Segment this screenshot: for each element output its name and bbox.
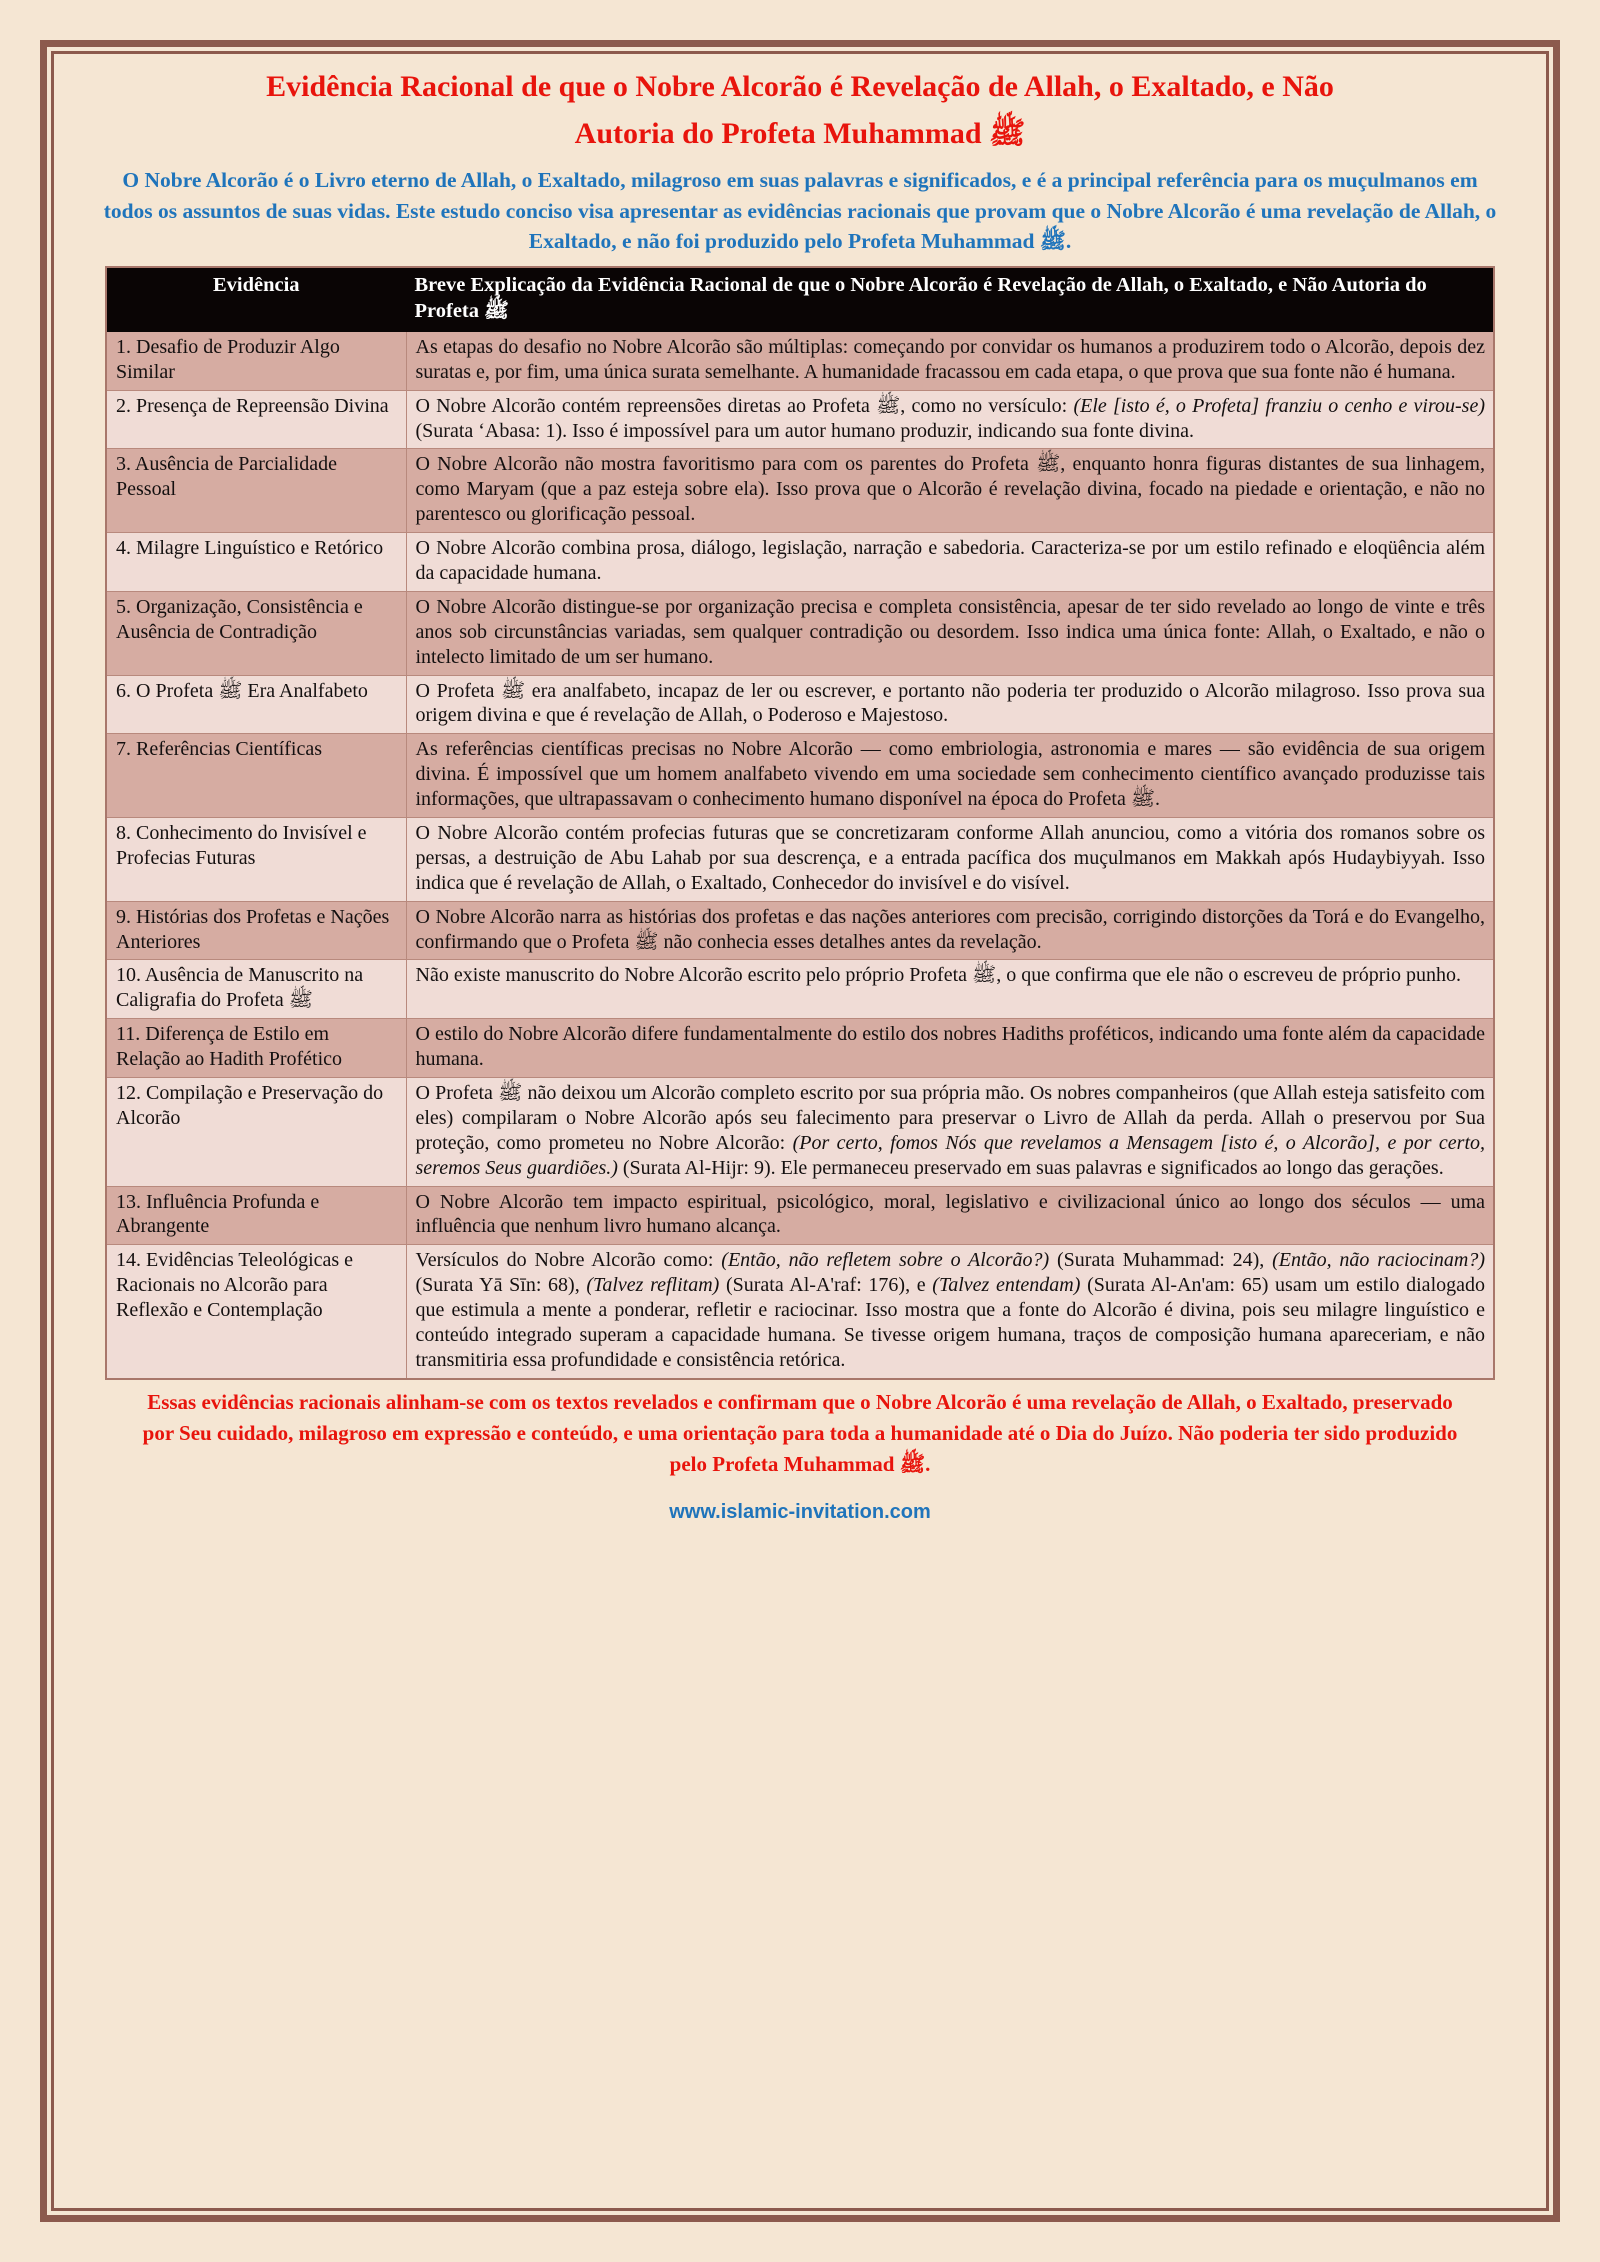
table-row	[106, 675, 1494, 734]
table-row	[106, 449, 1494, 533]
evidence-title: 13. Influência Profunda e Abrangente	[106, 1186, 406, 1245]
evidence-explanation: O Nobre Alcorão narra as histórias dos profetas e das nações anteriores com precisão, corrigindo distorções da Torá e do Evangelho, confirmando que o Profeta ﷺ não conhecia esses detalhes antes da revelação.	[406, 901, 1494, 960]
evidence-explanation	[406, 390, 1494, 449]
page-title	[74, 64, 1526, 157]
text-segment: Versículos do Nobre Alcorão como:	[415, 1249, 722, 1272]
table-row	[106, 533, 1494, 592]
evidence-title: 6. O Profeta ﷺ Era Analfabeto	[106, 675, 406, 734]
evidence-explanation: O Nobre Alcorão tem impacto espiritual, psicológico, moral, legislativo e civilizacional único ao longo dos séculos — uma influência que nenhum livro humano alcança.	[406, 1186, 1494, 1245]
evidence-table-body	[106, 331, 1494, 1378]
text-segment: (Surata Muhammad: 24),	[1049, 1249, 1273, 1272]
text-segment: (Surata ‘Abasa: 1). Isso é impossível para um autor humano produzir, indicando sua fonte divina.	[415, 419, 1194, 442]
evidence-explanation: O estilo do Nobre Alcorão difere fundamentalmente do estilo dos nobres Hadiths proféticos, indicando uma fonte além da capacidade humana.	[406, 1019, 1494, 1078]
conclusion-paragraph: Essas evidências racionais alinham-se com os textos revelados e confirmam que o Nobre Alcorão é uma revelação de Allah, o Exaltado, preservado por Seu cuidado, milagroso em expressão e conteúdo, e uma orientação para toda a humanidade até o Dia do Juízo. Não poderia ter sido produzido pelo Profeta Muhammad ﷺ.	[142, 1389, 1458, 1476]
evidence-explanation: As referências científicas precisas no Nobre Alcorão — como embriologia, astronomia e mares — são evidência de sua origem divina. É impossível que um homem analfabeto vivendo em uma sociedade sem conhecimento científico avançado produzisse tais informações, que ultrapassavam o conhecimento humano disponível na época do Profeta ﷺ.	[406, 734, 1494, 818]
intro-paragraph: O Nobre Alcorão é o Livro eterno de Allah, o Exaltado, milagroso em suas palavras e significados, e é a principal referência para os muçulmanos em todos os assuntos de suas vidas. Este estudo conciso visa apresentar as evidências racionais que provam que o Nobre Alcorão é uma revelação de Allah, o Exaltado, e não foi produzido pelo Profeta Muhammad ﷺ.	[103, 168, 1497, 254]
evidence-explanation: O Nobre Alcorão não mostra favoritismo para com os parentes do Profeta ﷺ, enquanto honra figuras distantes de sua linhagem, como Maryam (que a paz esteja sobre ela). Isso prova que o Alcorão é revelação divina, focado na piedade e orientação, e não no parentesco ou glorificação pessoal.	[406, 449, 1494, 533]
evidence-title: 14. Evidências Teleológicas e Racionais no Alcorão para Reflexão e Contemplação	[106, 1245, 406, 1379]
text-segment: O Nobre Alcorão contém repreensões diretas ao Profeta ﷺ, como no versículo:	[415, 394, 1074, 417]
text-segment: (Surata Al-Hijr: 9). Ele permaneceu preservado em suas palavras e significados ao longo das gerações.	[617, 1156, 1444, 1179]
evidence-title: 1. Desafio de Produzir Algo Similar	[106, 331, 406, 390]
evidence-title: 10. Ausência de Manuscrito na Caligrafia do Profeta ﷺ	[106, 960, 406, 1019]
evidence-explanation: O Nobre Alcorão combina prosa, diálogo, legislação, narração e sabedoria. Caracteriza-se por um estilo refinado e eloqüência além da capacidade humana.	[406, 533, 1494, 592]
quran-verse-quote: (Por certo, fomos Nós que revelamos a Mensagem [isto é, o Alcorão], e por certo, seremos Seus guardiões.)	[415, 1131, 1485, 1179]
table-row	[106, 734, 1494, 818]
evidence-table	[105, 266, 1495, 1380]
evidence-title: 7. Referências Científicas	[106, 734, 406, 818]
quran-verse-quote: (Talvez reflitam)	[586, 1274, 720, 1297]
table-row	[106, 591, 1494, 675]
table-row	[106, 1077, 1494, 1186]
text-segment: O Profeta ﷺ não deixou um Alcorão completo escrito por sua própria mão. Os nobres companheiros (que Allah esteja satisfeito com eles) compilaram o Nobre Alcorão após seu falecimento para preservar o Livro de Allah da perda. Allah o preservou por Sua proteção, como prometeu no Nobre Alcorão:	[415, 1081, 1485, 1154]
table-row	[106, 390, 1494, 449]
table-row	[106, 1186, 1494, 1245]
page-title-line2: Autoria do Profeta Muhammad ﷺ	[574, 116, 1026, 150]
evidence-title: 4. Milagre Linguístico e Retórico	[106, 533, 406, 592]
table-row	[106, 1019, 1494, 1078]
quran-verse-quote: (Ele [isto é, o Profeta] franziu o cenho e virou-se)	[1073, 394, 1485, 417]
evidence-explanation: O Nobre Alcorão contém profecias futuras que se concretizaram conforme Allah anunciou, como a vitória dos romanos sobre os persas, a destruição de Abu Lahab por sua descrença, e a entrada pacífica dos muçulmanos em Makkah após Hudaybiyyah. Isso indica que é revelação de Allah, o Exaltado, Conhecedor do invisível e do visível.	[406, 817, 1494, 901]
evidence-title: 5. Organização, Consistência e Ausência de Contradição	[106, 591, 406, 675]
quran-verse-quote: (Então, não refletem sobre o Alcorão?)	[721, 1249, 1050, 1272]
evidence-explanation: O Profeta ﷺ era analfabeto, incapaz de ler ou escrever, e portanto não poderia ter produzido o Alcorão milagroso. Isso prova sua origem divina e que é revelação de Allah, o Poderoso e Majestoso.	[406, 675, 1494, 734]
evidence-title: 3. Ausência de Parcialidade Pessoal	[106, 449, 406, 533]
quran-verse-quote: (Talvez entendam)	[932, 1274, 1081, 1297]
page-title-line1: Evidência Racional de que o Nobre Alcorão é Revelação de Allah, o Exaltado, e Não	[266, 70, 1334, 103]
text-segment: (Surata Al-A'raf: 176), e	[719, 1274, 933, 1297]
evidence-title: 8. Conhecimento do Invisível e Profecias Futuras	[106, 817, 406, 901]
website-url[interactable]: www.islamic-invitation.com	[669, 1501, 931, 1524]
table-row	[106, 901, 1494, 960]
text-segment: (Surata Yā Sīn: 68),	[415, 1274, 587, 1297]
evidence-explanation: As etapas do desafio no Nobre Alcorão são múltiplas: começando por convidar os humanos a produzirem todo o Alcorão, depois dez suratas e, por fim, uma única surata semelhante. A humanidade fracassou em cada etapa, o que prova que sua fonte não é humana.	[406, 331, 1494, 390]
evidence-explanation	[406, 1245, 1494, 1379]
table-row	[106, 331, 1494, 390]
evidence-explanation	[406, 1077, 1494, 1186]
table-row	[106, 960, 1494, 1019]
table-row	[106, 1245, 1494, 1379]
quran-verse-quote: (Então, não raciocinam?)	[1272, 1249, 1486, 1272]
evidence-title: 2. Presença de Repreensão Divina	[106, 390, 406, 449]
column-header-evidence: Evidência	[106, 267, 406, 332]
evidence-title: 11. Diferença de Estilo em Relação ao Hadith Profético	[106, 1019, 406, 1078]
column-header-explanation: Breve Explicação da Evidência Racional de que o Nobre Alcorão é Revelação de Allah, o Exaltado, e Não Autoria do Profeta ﷺ	[406, 267, 1494, 332]
evidence-explanation: O Nobre Alcorão distingue-se por organização precisa e completa consistência, apesar de ter sido revelado ao longo de vinte e três anos sob circunstâncias variadas, sem qualquer contradição ou desordem. Isso indica uma única fonte: Allah, o Exaltado, e não o intelecto limitado de um ser humano.	[406, 591, 1494, 675]
document-content	[62, 56, 1538, 2202]
text-segment: (Surata Al-An'am: 65) usam um estilo dialogado que estimula a mente a ponderar, refletir e raciocinar. Isso mostra que a fonte do Alcorão é divina, pois seu milagre linguístico e conteúdo integrado superam a capacidade humana. Se tivesse origem humana, traços de composição humana apareceriam, e não transmitiria essa profundidade e consistência retórica.	[415, 1274, 1485, 1371]
table-header-row	[106, 267, 1494, 332]
table-row	[106, 817, 1494, 901]
evidence-explanation: Não existe manuscrito do Nobre Alcorão escrito pelo próprio Profeta ﷺ, o que confirma que ele não o escreveu de próprio punho.	[406, 960, 1494, 1019]
evidence-title: 12. Compilação e Preservação do Alcorão	[106, 1077, 406, 1186]
evidence-title: 9. Histórias dos Profetas e Nações Anteriores	[106, 901, 406, 960]
